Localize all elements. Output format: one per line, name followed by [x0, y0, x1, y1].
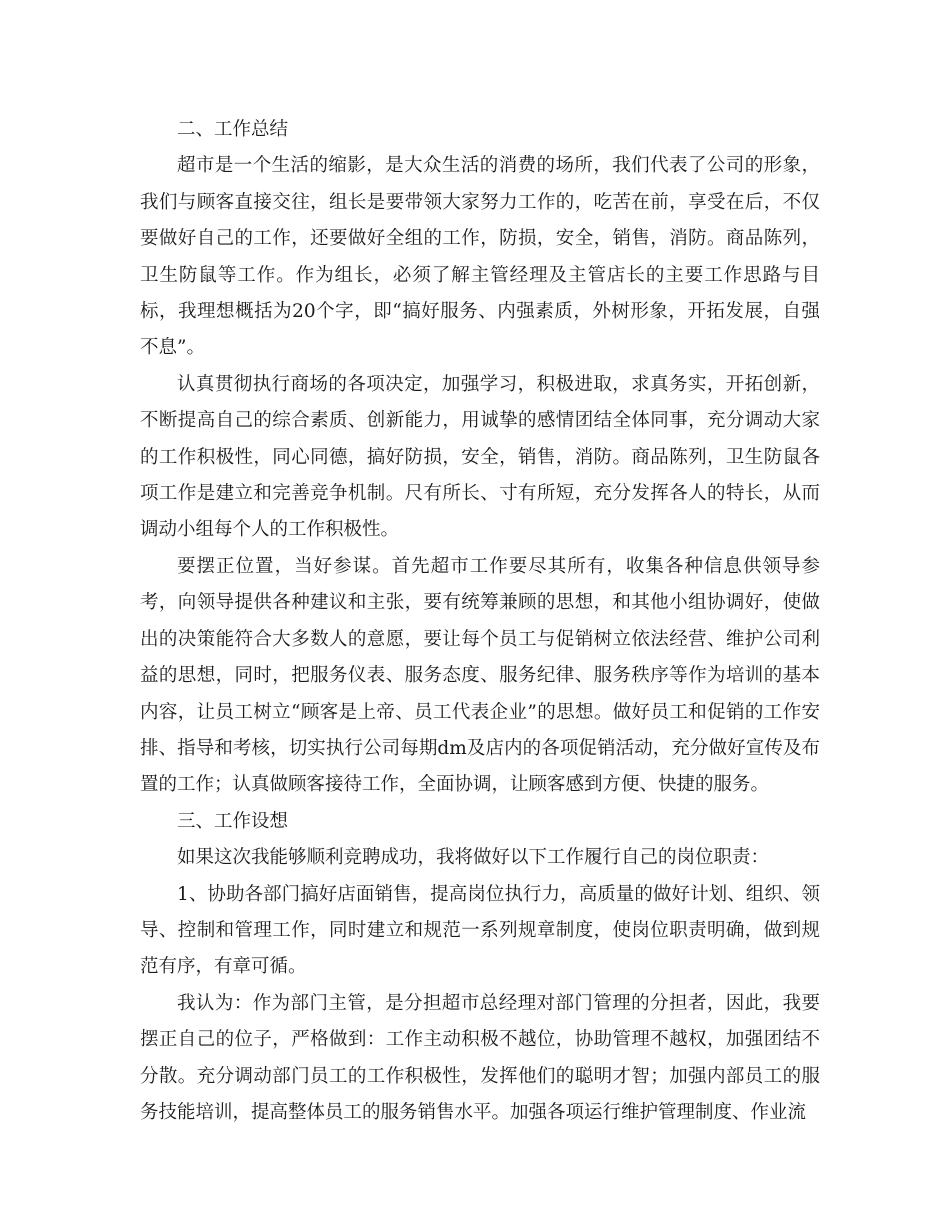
paragraph-position-advisor: 要摆正位置，当好参谋。首先超市工作要尽其所有，收集各种信息供领导参考，向领导提供各种建议和主张，要有统筹兼顾的思想，和其他小组协调好，使做出的决策能符合大多数人的意愿，要让每个员工与促销树立依法经营、维护公司利益的思想，同时，把服务仪表、服务态度、服务纪律、服务秩序等作为培训的基本内容，让员工树立“顾客是上帝、员工代表企业”的思想。做好员工和促销的工作安排、指导和考核，切实执行公司每期dm及店内的各项促销活动，充分做好宣传及布置的工作；认真做顾客接待工作，全面协调，让顾客感到方便、快捷的服务。 — [140, 555, 820, 796]
section-heading-work-summary: 二、工作总结 — [177, 119, 289, 140]
document-body — [140, 112, 820, 1131]
paragraph-implement-decisions: 认真贯彻执行商场的各项决定，加强学习，积极进取，求真务实，开拓创新，不断提高自己的综合素质、创新能力，用诚挚的感情团结全体同事，充分调动大家的工作积极性，同心同德，搞好防损，安全，销售，消防。商品陈列，卫生防鼠各项工作是建立和完善竞争机制。尺有所长、寸有所短，充分发挥各人的特长，从而调动小组每个人的工作积极性。 — [140, 373, 820, 541]
paragraph-plan-intro: 如果这次我能够顺利竞聘成功，我将做好以下工作履行自己的岗位职责： — [177, 847, 770, 869]
paragraph-supermarket-intro: 超市是一个生活的缩影，是大众生活的消费的场所，我们代表了公司的形象，我们与顾客直接交往，组长是要带领大家努力工作的，吃苦在前，享受在后，不仅要做好自己的工作，还要做好全组的工作，防损，安全，销售，消防。商品陈列，卫生防鼠等工作。作为组长，必须了解主管经理及主管店长的主要工作思路与目标，我理想概括为20个字，即“搞好服务、内强素质，外树形象，开拓发展，自强不息”。 — [140, 155, 820, 359]
section-heading-work-plan: 三、工作设想 — [177, 810, 289, 832]
paragraph-role-as-manager: 我认为：作为部门主管，是分担超市总经理对部门管理的分担者，因此，我要摆正自己的位子，严格做到：工作主动积极不越位，协助管理不越权，加强团结不分散。充分调动部门员工的工作积极性，发挥他们的聪明才智；加强内部员工的服务技能培训，提高整体员工的服务销售水平。加强各项运行维护管理制度、作业流 — [140, 992, 820, 1123]
paragraph-plan-item-1: 1、协助各部门搞好店面销售，提高岗位执行力，高质量的做好计划、组织、领导、控制和管理工作，同时建立和规范一系列规章制度，使岗位职责明确，做到规范有序，有章可循。 — [140, 883, 820, 978]
